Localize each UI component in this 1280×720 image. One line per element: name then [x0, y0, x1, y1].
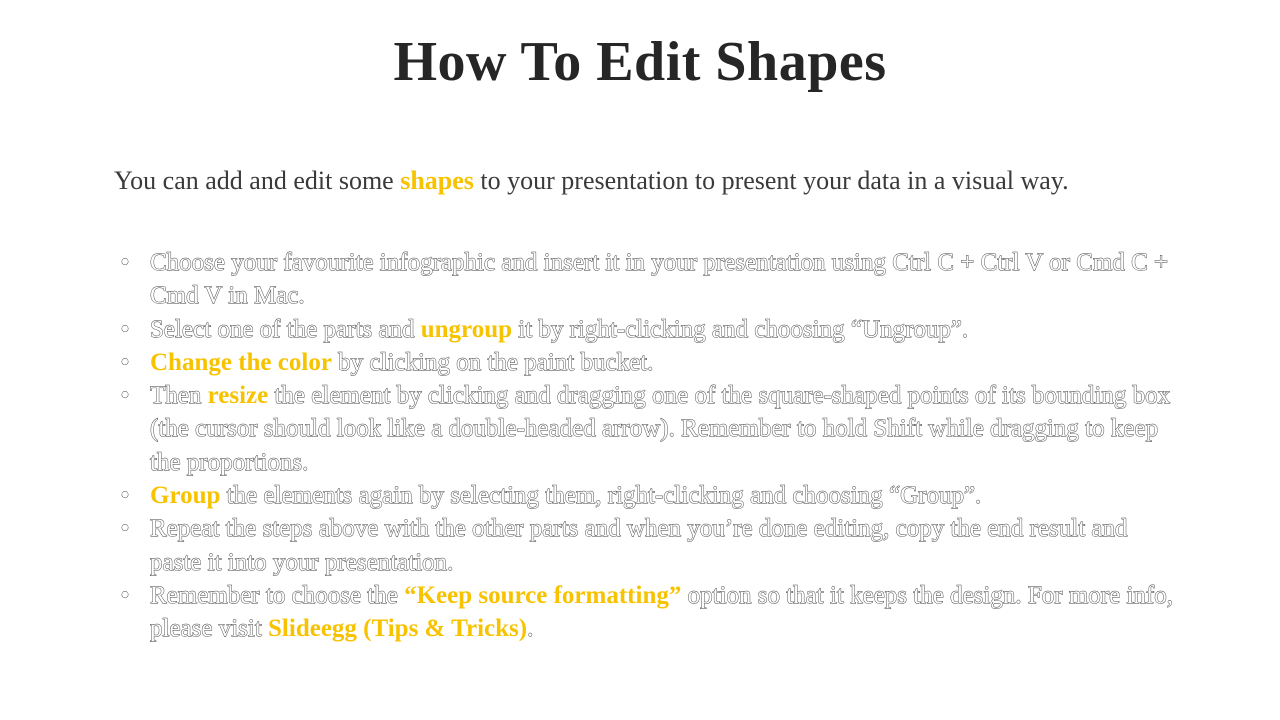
bullet-icon: • [120, 315, 130, 343]
bullet-icon: • [120, 515, 130, 543]
step-text: it by right-clicking and choosing “Ungroup”. [512, 315, 969, 343]
step-text: Remember to choose the [150, 581, 405, 609]
list-item [120, 512, 1180, 579]
intro-text-before: You can add and edit some [114, 166, 401, 195]
step-text: the elements again by selecting them, right-clicking and choosing “Group”. [220, 482, 982, 510]
slide-title: How To Edit Shapes [393, 31, 887, 93]
step-highlight: Group [150, 482, 221, 510]
list-item [120, 579, 1180, 646]
step-text: Repeat the steps above with the other parts and when you’re done editing, copy the end result and paste it into your presentation. [150, 515, 1128, 576]
list-item [120, 346, 1180, 379]
bullet-icon: • [120, 382, 130, 410]
list-item [120, 379, 1180, 479]
bullet-icon: • [120, 581, 130, 609]
step-highlight: Change the color [150, 348, 332, 376]
step-text: Then [150, 382, 208, 410]
bullet-icon: • [120, 482, 130, 510]
bullet-icon: • [120, 249, 130, 276]
step-text: by clicking on the paint bucket. [331, 348, 654, 376]
bullet-icon: • [120, 348, 130, 376]
step-highlight: resize [207, 382, 269, 410]
intro-text-after: to your presentation to present your data in a visual way. [473, 166, 1069, 195]
intro-paragraph [114, 166, 1214, 196]
list-item [120, 246, 1180, 313]
intro-highlight: shapes [400, 166, 474, 195]
step-text: the element by clicking and dragging one of the square-shaped points of its bounding box (the cursor should look like a double-headed arrow). Remember to hold Shift while dragging to keep the proportions. [150, 382, 1171, 476]
slideegg-link[interactable]: Slideegg (Tips & Tricks) [268, 615, 528, 643]
step-highlight: ungroup [420, 315, 513, 343]
step-text: . [527, 615, 534, 643]
list-item [120, 313, 1180, 346]
list-item [120, 479, 1180, 512]
step-highlight: “Keep source formatting” [404, 581, 682, 609]
step-text: Choose your favourite infographic and insert it in your presentation using Ctrl C + Ctrl V or Cmd C + Cmd V in Mac. [150, 249, 1169, 310]
step-text: Select one of the parts and [150, 315, 421, 343]
steps-list [120, 246, 1180, 646]
step-text: option so that it keeps the design. For more info, please visit [150, 581, 1173, 643]
